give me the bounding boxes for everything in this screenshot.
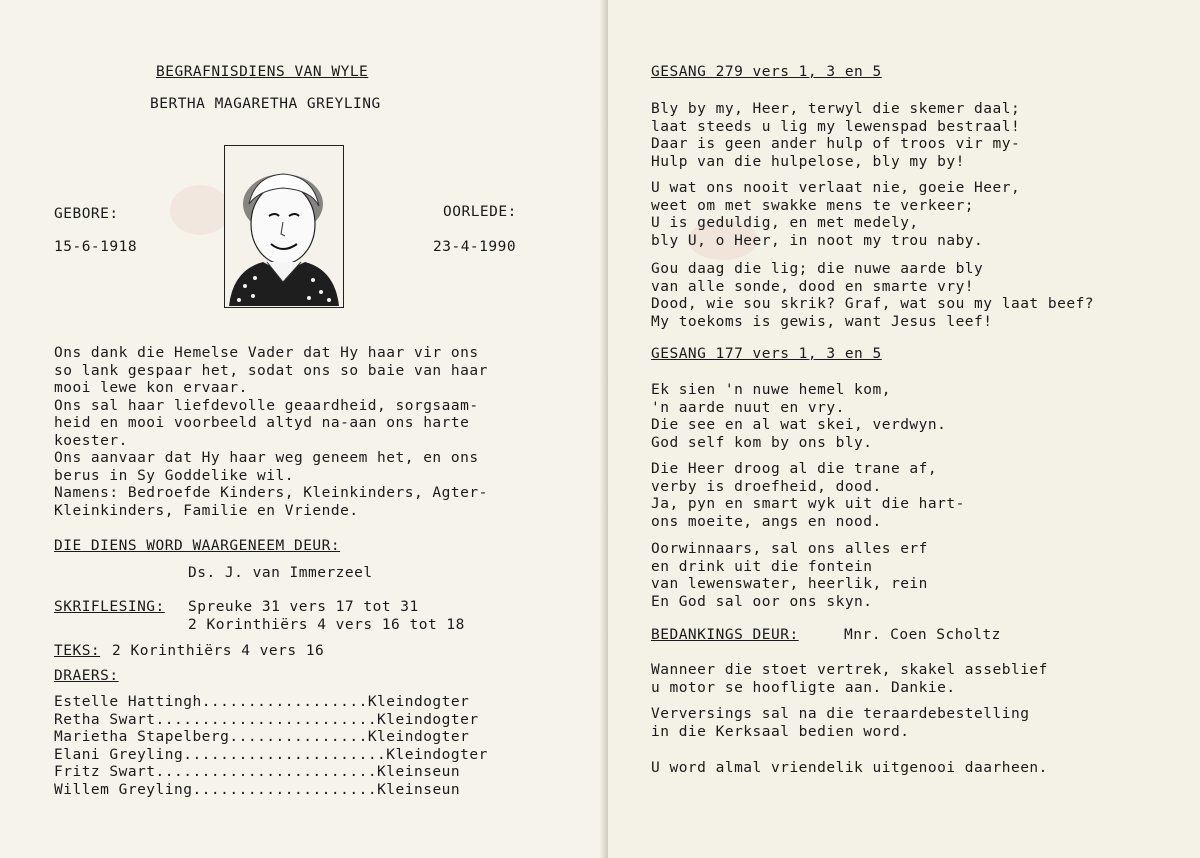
reading-label: SKRIFLESING: — [54, 599, 165, 615]
thanks-name: Mnr. Coen Scholtz — [844, 627, 1001, 643]
minister-name: Ds. J. van Immerzeel — [188, 565, 373, 581]
tribute-text — [54, 345, 488, 520]
hymn-line: laat steeds u lig my lewenspad bestraal! — [651, 118, 1021, 135]
hymn-line: van alle sonde, dood en smarte vry! — [651, 278, 975, 295]
born-date: 15-6-1918 — [54, 239, 138, 255]
bearers-list — [54, 694, 488, 799]
bearer-dots: .................... — [192, 781, 378, 798]
hymn-line: Oorwinnaars, sal ons alles erf — [651, 541, 928, 557]
tribute-line: koester. — [54, 432, 128, 449]
hymn-line: Bly by my, Heer, terwyl die skemer daal; — [651, 101, 1021, 117]
thanks-label: BEDANKINGS DEUR: — [651, 627, 799, 643]
bearer-dots: ........................ — [155, 711, 378, 728]
bearer-relation: Kleindogter — [367, 694, 470, 710]
tribute-line: Kleinkinders, Familie en Vriende. — [54, 502, 359, 519]
notice-line: u motor se hoofligte aan. Dankie. — [651, 679, 956, 696]
bearer-name: Willem Greyling — [54, 781, 193, 798]
refreshments-notice — [651, 706, 1029, 741]
hymn1-stanza-2 — [651, 180, 1020, 250]
reading-2: 2 Korinthiërs 4 vers 16 tot 18 — [188, 617, 465, 633]
hymn-line: Dood, wie sou skrik? Graf, wat sou my laat beef? — [651, 296, 1095, 312]
portrait-photo — [224, 145, 344, 308]
text-value: 2 Korinthiërs 4 vers 16 — [112, 643, 325, 659]
hymn1-heading: GESANG 279 vers 1, 3 en 5 — [651, 64, 882, 80]
hymn-line: weet om met swakke mens te verkeer; — [651, 197, 975, 214]
bearer-row — [54, 782, 488, 800]
bearer-row — [54, 729, 488, 747]
died-date: 23-4-1990 — [433, 239, 517, 255]
hymn-line: U is geduldig, en met medely, — [651, 215, 919, 231]
died-label: OORLEDE: — [443, 204, 517, 220]
headlights-notice — [651, 662, 1048, 697]
tribute-line: Namens: Bedroefde Kinders, Kleinkinders, Agter- — [54, 485, 488, 501]
paper-stain — [170, 185, 230, 235]
tribute-line: Ons aanvaar dat Hy haar weg geneem het, en ons — [54, 450, 479, 466]
hymn1-stanza-3 — [651, 261, 1094, 331]
bearer-relation: Kleindogter — [386, 746, 488, 763]
bearer-dots: .................. — [201, 694, 368, 710]
service-title: BEGRAFNISDIENS VAN WYLE — [156, 64, 369, 80]
reading-1: Spreuke 31 vers 17 tot 31 — [188, 599, 419, 615]
bearer-row — [54, 764, 488, 782]
bearer-name: Elani Greyling — [54, 746, 184, 763]
bearer-name: Estelle Hattingh — [54, 694, 202, 710]
hymn2-stanza-1 — [651, 382, 946, 452]
bearer-dots: ........................ — [155, 764, 378, 780]
hymn-line: U wat ons nooit verlaat nie, goeie Heer, — [651, 180, 1021, 196]
hymn-line: ons moeite, angs en nood. — [651, 513, 882, 530]
bearers-heading: DRAERS: — [54, 668, 119, 684]
hymn-line: verby is droefheid, dood. — [651, 478, 882, 495]
bearer-dots: ............... — [229, 729, 368, 745]
right-page — [608, 0, 1200, 858]
bearer-dots: ...................... — [183, 746, 387, 763]
tribute-line: Ons dank die Hemelse Vader dat Hy haar vir ons — [54, 345, 479, 361]
hymn-line: Ja, pyn en smart wyk uit die hart- — [651, 496, 965, 512]
notice-line: Verversings sal na die teraardebestelling — [651, 706, 1030, 722]
hymn-line: My toekoms is gewis, want Jesus leef! — [651, 313, 993, 330]
bearer-relation: Kleinseun — [377, 764, 461, 780]
bearer-relation: Kleinseun — [377, 781, 461, 798]
tribute-line: Ons sal haar liefdevolle geaardheid, sorgsaam- — [54, 397, 479, 414]
text-label: TEKS: — [54, 643, 101, 659]
bearer-relation: Kleindogter — [367, 729, 470, 745]
hymn1-stanza-1 — [651, 101, 1020, 171]
hymn-line: en drink uit die fontein — [651, 558, 873, 575]
hymn2-heading: GESANG 177 vers 1, 3 en 5 — [651, 346, 882, 362]
hymn-line: Hulp van die hulpelose, bly my by! — [651, 153, 965, 170]
hymn-line: God self kom by ons bly. — [651, 434, 873, 451]
invitation-text: U word almal vriendelik uitgenooi daarheen. — [651, 760, 1048, 776]
hymn-line: Ek sien 'n nuwe hemel kom, — [651, 382, 891, 398]
tribute-line: mooi lewe kon ervaar. — [54, 380, 248, 396]
hymn-line: 'n aarde nuut en vry. — [651, 399, 845, 416]
hymn-line: Die see en al wat skei, verdwyn. — [651, 417, 947, 433]
bearer-row — [54, 747, 488, 765]
notice-line: Wanneer die stoet vertrek, skakel asseblief — [651, 662, 1048, 678]
portrait-image — [225, 146, 342, 306]
hymn-line: Die Heer droog al die trane af, — [651, 461, 938, 477]
bearer-name: Marietha Stapelberg — [54, 729, 230, 745]
hymn-line: En God sal oor ons skyn. — [651, 593, 873, 610]
notice-line: in die Kerksaal bedien word. — [651, 723, 910, 740]
hymn-line: Gou daag die lig; die nuwe aarde bly — [651, 261, 984, 277]
hymn-line: Daar is geen ander hulp of troos vir my- — [651, 136, 1021, 152]
bearer-name: Fritz Swart — [54, 764, 156, 780]
hymn-line: van lewenswater, heerlik, rein — [651, 576, 928, 592]
hymn2-stanza-3 — [651, 541, 928, 611]
hymn-line: bly U, o Heer, in noot my trou naby. — [651, 232, 984, 249]
bearer-row — [54, 694, 488, 712]
deceased-name: BERTHA MAGARETHA GREYLING — [150, 96, 381, 112]
hymn2-stanza-2 — [651, 461, 965, 531]
born-label: GEBORE: — [54, 206, 119, 222]
service-heading: DIE DIENS WORD WAARGENEEM DEUR: — [54, 538, 341, 554]
bearer-row — [54, 712, 488, 730]
tribute-line: so lank gespaar het, sodat ons so baie van haar — [54, 362, 488, 379]
tribute-line: heid en mooi voorbeeld altyd na-aan ons harte — [54, 415, 470, 431]
bearer-name: Retha Swart — [54, 711, 156, 728]
bearer-relation: Kleindogter — [377, 711, 479, 728]
tribute-line: berus in Sy Goddelike wil. — [54, 467, 294, 484]
